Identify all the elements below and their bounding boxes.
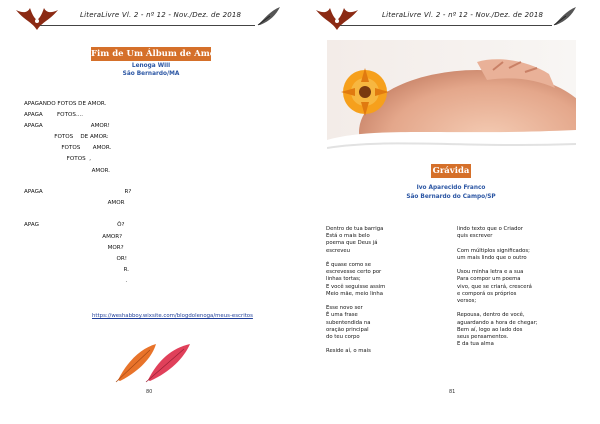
author-place: São Bernardo/MA xyxy=(122,71,180,77)
poem-line: FOTOS DE AMOR: xyxy=(24,134,109,140)
poem-line: AMOR xyxy=(24,200,125,206)
poem-title: Grávida xyxy=(432,166,470,176)
winged-logo-icon xyxy=(14,6,60,32)
poem-line: AMOR. xyxy=(24,168,111,174)
poem-column-2: lindo texto que o Criador quis escrever Com múltiplos significados; um mais lindo que o outro Usou minha letra e a sua Para compor um poema vivo, que se criará, crescerá e comporá os próprios versos; Repousa, dentro de você, aguardando a hora de chegar; Bem aí, logo ao lado dos seus pensamentos. E da tua alma xyxy=(457,226,538,348)
poem-line: APAGANDO FOTOS DE AMOR. xyxy=(24,101,107,107)
poem-line: APAGA AMOR! xyxy=(24,123,110,129)
header-rule xyxy=(340,25,552,26)
header-rule xyxy=(40,25,255,26)
header-title: LiteraLivre Vl. 2 - nº 12 - Nov./Dez. de 2018 xyxy=(382,11,544,19)
page-number: 81 xyxy=(449,389,456,395)
poem-title: Fim de Um Álbum de Amor xyxy=(91,49,220,59)
pregnant-belly-photo xyxy=(327,40,576,161)
poem-line: OR! xyxy=(24,256,127,262)
header-title: LiteraLivre Vl. 2 - nº 12 - Nov./Dez. de 2018 xyxy=(80,11,242,19)
winged-logo-icon xyxy=(314,6,360,32)
quill-icon xyxy=(256,5,282,27)
right-page xyxy=(300,0,600,424)
page-number: 80 xyxy=(146,389,153,395)
author-place: São Bernardo do Campo/SP xyxy=(406,194,496,200)
poem-line: APAGA FOTOS.... xyxy=(24,112,84,118)
poem-line: APAG Ô? xyxy=(24,222,125,228)
poem-line: R. xyxy=(24,267,130,273)
poem-line: FOTOS AMOR. xyxy=(24,145,112,151)
poem-line: APAGA R? xyxy=(24,189,132,195)
quill-icon xyxy=(552,5,578,27)
feathers-illustration xyxy=(112,340,196,384)
poem-line: MOR? xyxy=(24,245,124,251)
author-name: Lenoga Will xyxy=(131,63,171,69)
poem-line: . xyxy=(24,278,128,284)
author-name: Ivo Aparecido Franco xyxy=(416,185,486,191)
author-blog-link[interactable]: https://weshabboy.wixsite.com/blogdolenoga/meus-escritos xyxy=(92,313,253,319)
poem-line: AMOR? xyxy=(24,234,123,240)
poem-line: FOTOS , xyxy=(24,156,91,162)
poem-column-1: Dentro de tua barriga Está o mais belo poema que Deus já escreveu É quase como se escrevesse certo por linhas tortas; E você seguisse assim Meio mãe, meio linha Esse novo ser É uma frase subentendida na oração principal do teu corpo Reside aí, o mais xyxy=(326,226,386,355)
